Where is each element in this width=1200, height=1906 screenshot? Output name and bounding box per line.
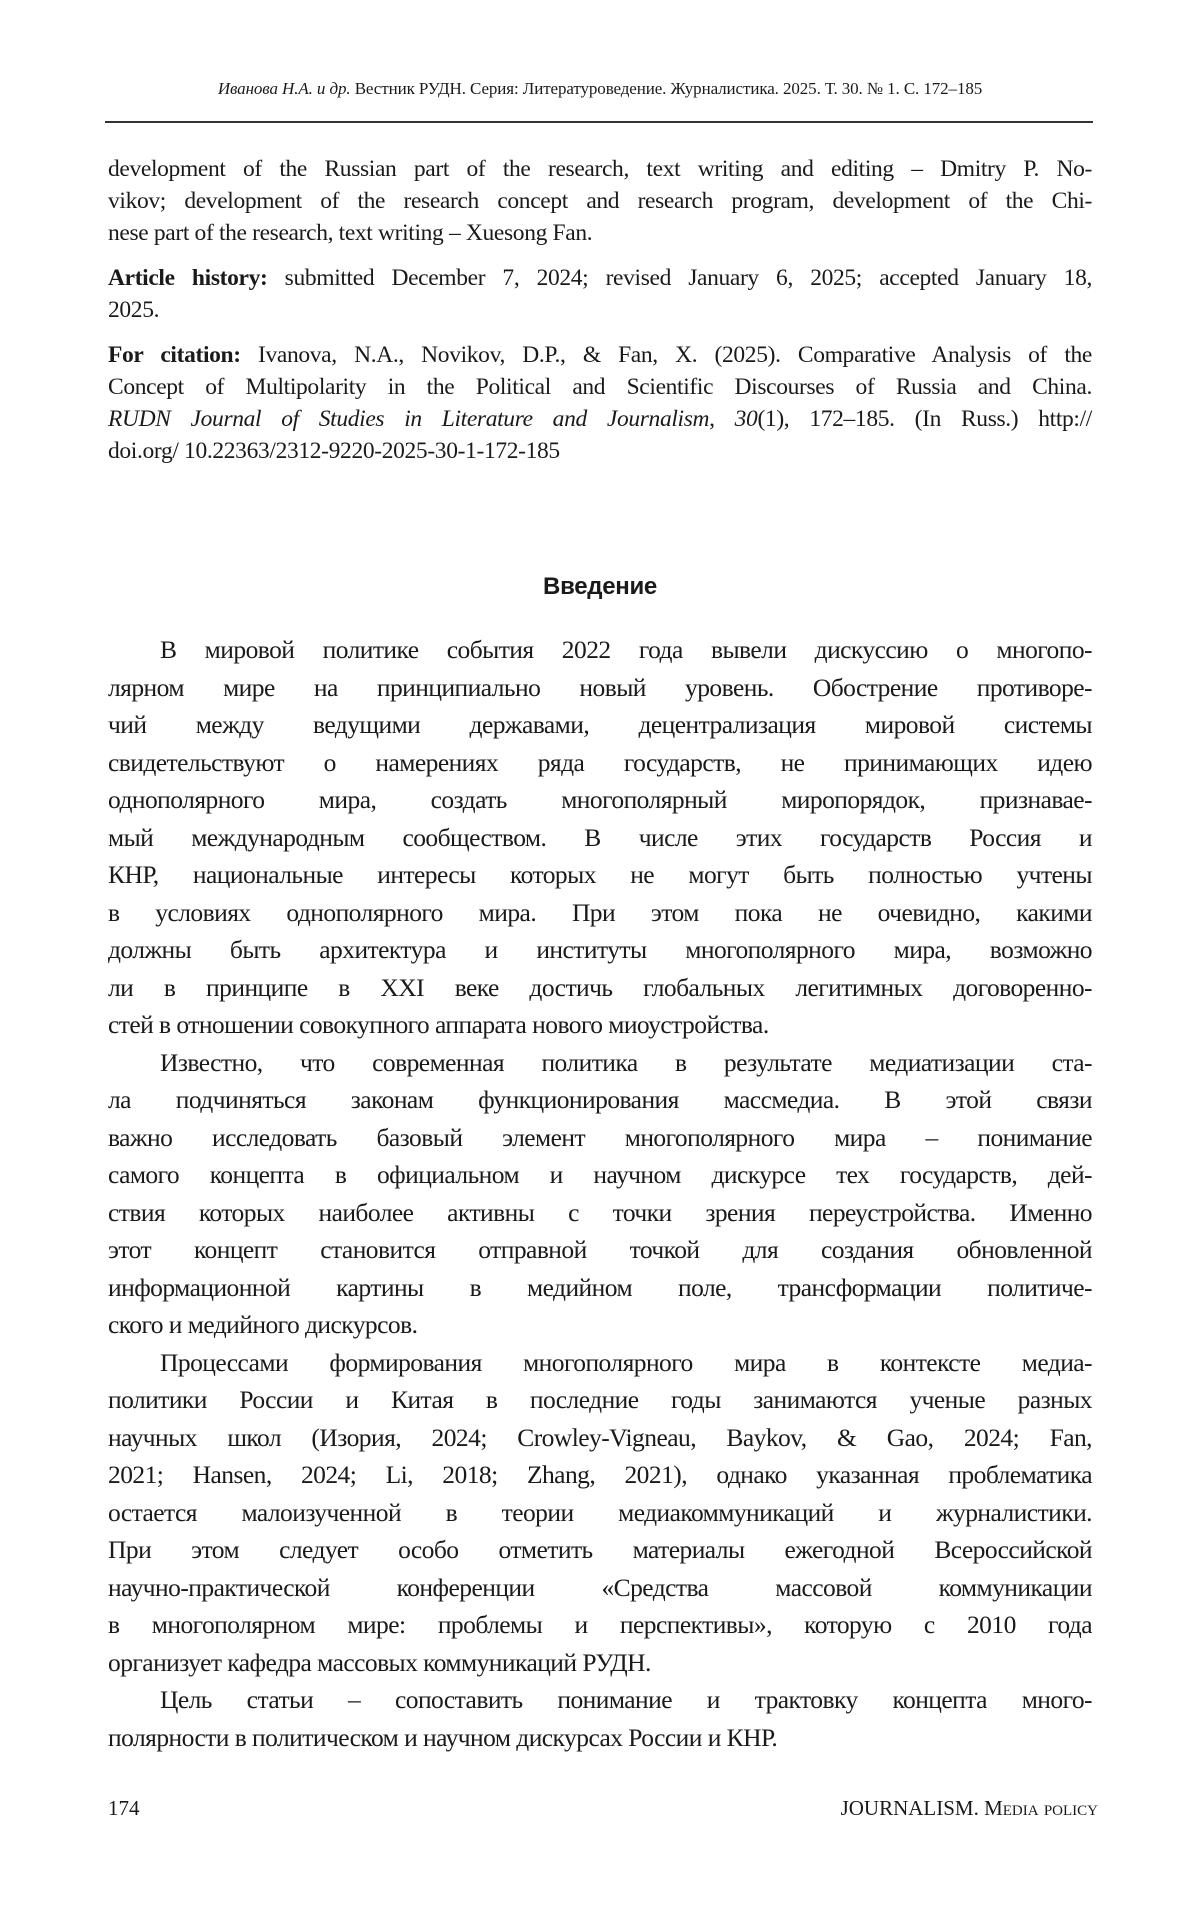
text-line: лярном мире на принципиально новый уровень. Обострение противоре-	[108, 672, 1092, 702]
article-history-label: Article history:	[108, 265, 268, 291]
citation-doi-link[interactable]: doi.org/ 10.22363/2312-9220-2025-30-1-172-185	[108, 438, 560, 464]
body-paragraph	[108, 1044, 1092, 1344]
citation-volume: 30	[734, 406, 758, 432]
text-line: информационной картины в медийном поле, трансформации политиче-	[108, 1272, 1092, 1302]
section-heading: Введение	[543, 573, 657, 600]
text-line: политики России и Китая в последние годы занимаются ученые разных	[108, 1385, 1092, 1414]
text-line: ствия которых наиболее активны с точки зрения переустройства. Именно	[108, 1197, 1092, 1227]
citation	[108, 339, 1092, 467]
text-line: научных школ (Изория, 2024; Crowley-Vigneau, Baykov, & Gao, 2024; Fan,	[108, 1422, 1092, 1452]
text-line: Известно, что современная политика в результате медиатизации ста-	[160, 1047, 1092, 1077]
text-line: стей в отношении совокупного аппарата нового миоустройства.	[108, 1010, 769, 1039]
body-paragraph	[108, 631, 1092, 1044]
running-head-journal: Вестник РУДН. Серия: Литературоведение. Журналистика. 2025. Т. 30. № 1. С. 172–185	[354, 79, 983, 98]
text-line: В мировой политике события 2022 года вывели дискуссию о многопо-	[160, 635, 1092, 664]
text-line: свидетельствуют о намерениях ряда государств, не принимающих идею	[108, 747, 1092, 777]
running-head	[108, 78, 1092, 100]
text-line: в условиях однополярного мира. При этом пока не очевидно, какими	[108, 897, 1092, 927]
article-history-dates: submitted December 7, 2024; revised January 6, 2025; accepted January 18,	[267, 265, 1092, 291]
citation-pages: (1), 172–185. (In Russ.) http://	[757, 406, 1092, 432]
author-contribution	[108, 153, 1092, 249]
text-line: чий между ведущими державами, децентрализация мировой системы	[108, 710, 1092, 739]
text-line: этот концепт становится отправной точкой для создания обновленной	[108, 1235, 1092, 1264]
text-line: Цель статьи – сопоставить понимание и трактовку концепта много-	[160, 1685, 1092, 1714]
body-paragraph	[108, 1681, 1092, 1756]
text-line: 2025.	[108, 297, 160, 323]
citation-title: Concept of Multipolarity in the Political and Scientific Discourses of Russia and China.	[108, 374, 1092, 400]
text-line: должны быть архитектура и институты многополярного мира, возможно	[108, 935, 1092, 964]
text-line: При этом следует особо отметить материалы ежегодной Всероссийской	[108, 1535, 1092, 1564]
footer-section-title: JOURNALISM. Media policy	[840, 1796, 1098, 1820]
body-text	[108, 631, 1092, 1756]
text-line: ла подчиняться законам функционирования массмедиа. В этой связи	[108, 1085, 1092, 1114]
text-line: Процессами формирования многополярного мира в контексте медиа-	[160, 1347, 1092, 1377]
citation-separator: ,	[709, 406, 735, 432]
article-metadata	[108, 153, 1092, 480]
text-line: КНР, национальные интересы которых не могут быть полностью учтены	[108, 860, 1092, 889]
text-line: nese part of the research, text writing – Xuesong Fan.	[108, 220, 593, 246]
text-line: остается малоизученной в теории медиакоммуникаций и журналистики.	[108, 1497, 1092, 1527]
citation-label: For citation:	[108, 342, 241, 368]
text-line: научно-практической конференции «Средства массовой коммуникации	[108, 1572, 1092, 1602]
text-line: ли в принципе в XXI веке достичь глобальных легитимных договоренно-	[108, 972, 1092, 1002]
citation-journal: RUDN Journal of Studies in Literature and Journalism	[108, 406, 710, 432]
page-number: 174	[108, 1796, 140, 1820]
text-line: организует кафедра массовых коммуникаций РУДН.	[108, 1647, 651, 1677]
text-line: полярности в политическом и научном дискурсах России и КНР.	[108, 1722, 778, 1752]
text-line: development of the Russian part of the research, text writing and editing – Dmitry P. No-	[108, 156, 1092, 182]
text-line: в многополярном мире: проблемы и перспективы», которую с 2010 года	[108, 1610, 1092, 1639]
body-paragraph	[108, 1344, 1092, 1682]
header-rule	[105, 121, 1093, 123]
text-line: мый международным сообществом. В числе этих государств Россия и	[108, 822, 1092, 852]
text-line: однополярного мира, создать многополярный миропорядок, признавае-	[108, 785, 1092, 814]
running-head-authors: Иванова Н.А. и др.	[217, 79, 351, 98]
text-line: ского и медийного дискурсов.	[108, 1310, 418, 1339]
citation-authors: Ivanova, N.A., Novikov, D.P., & Fan, X. (2025). Comparative Analysis of the	[240, 342, 1092, 368]
article-history	[108, 262, 1092, 326]
page-footer	[108, 1795, 1098, 1821]
text-line: важно исследовать базовый элемент многополярного мира – понимание	[108, 1122, 1092, 1152]
text-line: 2021; Hansen, 2024; Li, 2018; Zhang, 2021), однако указанная проблематика	[108, 1460, 1092, 1489]
text-line: самого концепта в официальном и научном дискурсе тех государств, дей-	[108, 1160, 1092, 1189]
text-line: vikov; development of the research concept and research program, development of the Chi-	[108, 188, 1092, 214]
